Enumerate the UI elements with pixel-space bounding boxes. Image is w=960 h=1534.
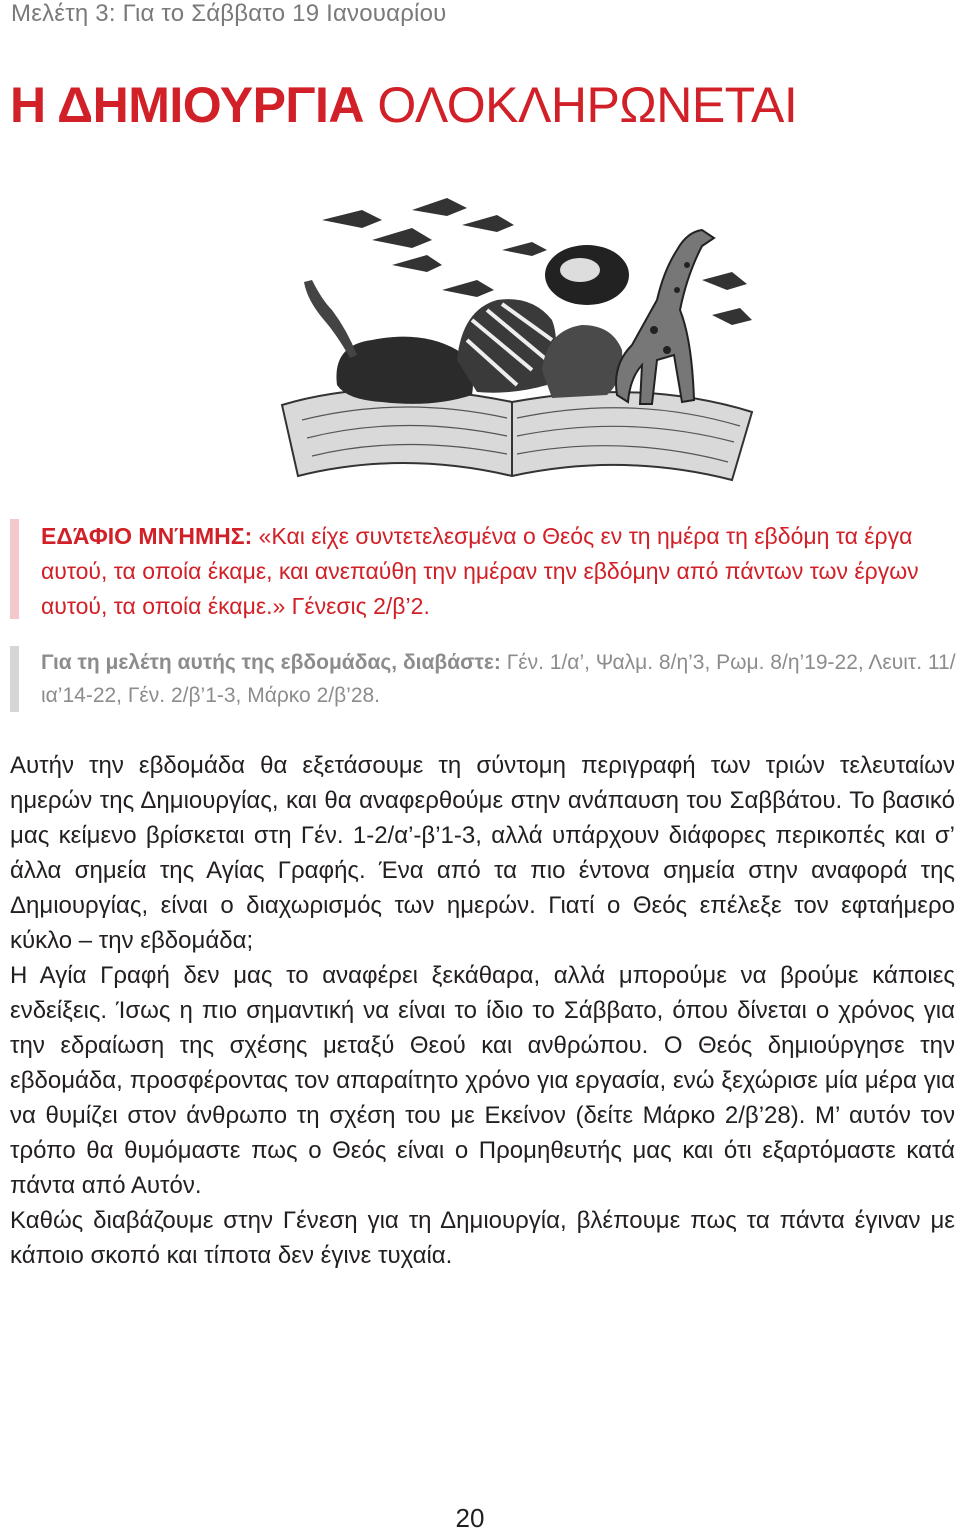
lizard-icon — [304, 280, 357, 358]
memory-verse-label: ΕΔΆΦΙΟ ΜΝΉΜΗΣ: — [41, 523, 253, 549]
page-number: 20 — [455, 1503, 485, 1533]
weekly-reading-block — [10, 646, 956, 712]
lesson-title — [10, 76, 797, 134]
weekly-reading-text: Γέν. 1/α’, Ψαλμ. 8/η’3, Ρωμ. 8/η’19-22, Λευιτ. 11/ια’14-22, Γέν. 2/β’1-3, Μάρκο 2/β’28. — [41, 651, 956, 707]
title-bold-part: Η ΔΗΜΙΟΥΡΓΙΑ — [10, 77, 364, 133]
body-paragraph: Η Αγία Γραφή δεν μας το αναφέρει ξεκάθαρα, αλλά μπορούμε να βρούμε κάποιες ενδείξεις. Ίσως η πιο σημαντική να είναι το ίδιο το Σάββατο, όπου δίνεται ο χρόνος για την εδραίωση της σχέσης μεταξύ Θεού και ανθρώπου. Ο Θεός δημιούργησε την εβδομάδα, προσφέροντας τον απαραίτητο χρόνο για εργασία, ενώ ξεχώρισε μία μέρα για να θυμίζει στον άνθρωπο τη σχέση του με Εκείνον (δείτε Μάρκο 2/β’28). Μ’ αυτόν τον τρόπο θα θυμόμαστε πως ο Θεός είναι ο Προμηθευτής μας και ότι εξαρτόμαστε κατά πάντα από Αυτόν. — [10, 962, 955, 1199]
body-paragraph: Αυτήν την εβδομάδα θα εξετάσουμε τη σύντομη περιγραφή των τριών τελευταίων ημερών της Δημιουργίας, και θα αναφερθούμε στην ανάπαυση του Σαββάτου. Το βασικό μας κείμενο βρίσκεται στη Γέν. 1-2/α’-β’1-3, αλλά υπάρχουν διάφορες περικοπές και σ’ άλλα σημεία της Αγίας Γραφής. Ένα από τα πιο έντονα σημεία στην αναφορά της Δημιουργίας, είναι ο διαχωρισμός των ημερών. Γιατί ο Θεός επέλεξε τον εφταήμερο κύκλο – την εβδομάδα; — [10, 752, 955, 954]
study-header: Μελέτη 3: Για το Σάββατο 19 Ιανουαρίου — [11, 0, 447, 27]
body-paragraph: Καθώς διαβάζουμε στην Γένεση για τη Δημιουργία, βλέπουμε πως τα πάντα έγιναν με κάποιο σκοπό και τίποτα δεν έγινε τυχαία. — [10, 1207, 955, 1269]
giraffe-icon — [616, 230, 714, 404]
hippo-icon — [336, 337, 473, 404]
creation-animals-book-illustration — [262, 180, 766, 488]
memory-verse-block — [10, 519, 956, 619]
body-text — [10, 748, 955, 1273]
weekly-reading-label: Για τη μελέτη αυτής της εβδομάδας, διαβάστε: — [41, 651, 501, 674]
title-regular-part: ΟΛΟΚΛΗΡΩΝΕΤΑΙ — [364, 77, 798, 133]
memory-verse-text: «Και είχε συντετελεσμένα ο Θεός εν τη ημέρα τη εβδόμη τα έργα αυτού, τα οποία έκαμε, και ανεπαύθη την ημέραν την εβδόμην από πάντων των έργων αυτού, τα οποία έκαμε.» Γένεσις 2/β’2. — [41, 523, 919, 619]
